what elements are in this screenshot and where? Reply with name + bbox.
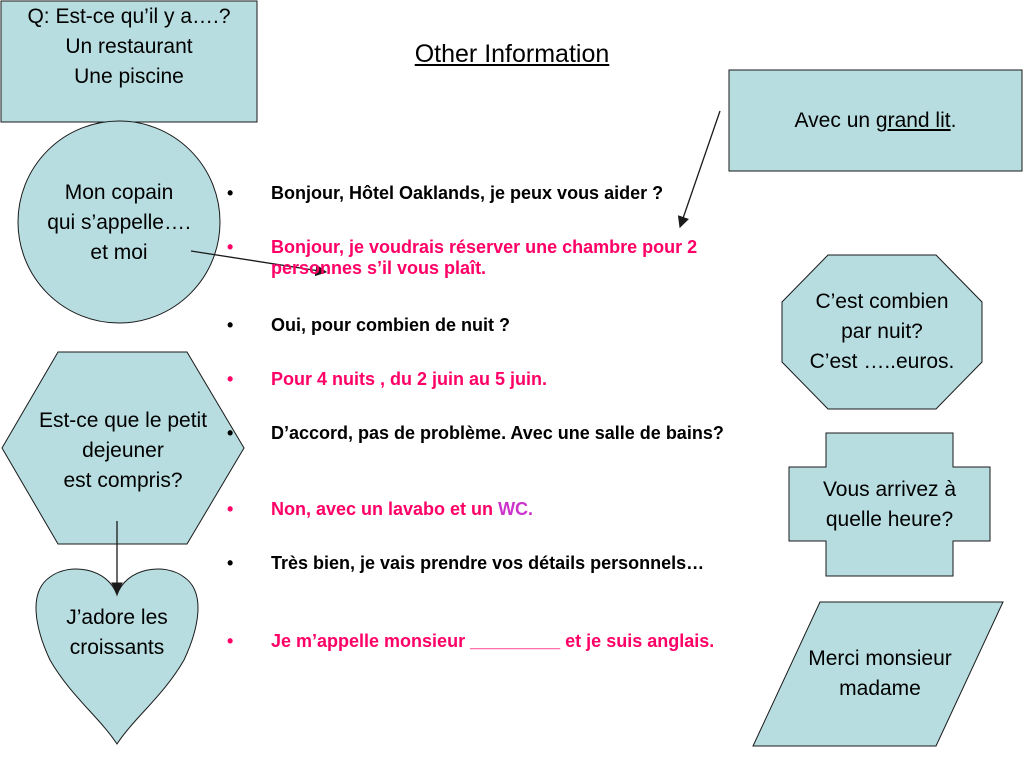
dialogue-item-3 [227,315,775,336]
octagon-line-2: par nuit? [841,320,923,343]
heart-text [20,603,214,663]
octagon-line-1: C’est combien [815,290,949,313]
top-left-line-3: Une piscine [74,65,184,88]
dialogue-text-main: Non, avec un lavabo et un [271,499,499,519]
top-left-line-2: Un restaurant [65,35,193,58]
dialogue-item-8 [227,631,775,652]
bullet-icon: • [227,423,234,443]
cross-line-2: quelle heure? [825,508,954,531]
parallelogram-line-1: Merci monsieur [808,647,952,670]
dialogue-item-4 [227,369,775,390]
bullet-icon: • [227,183,234,203]
dialogue-text [230,499,775,520]
arrow-to-grand-lit [680,111,720,227]
parallelogram-text [770,644,990,704]
grand-lit-underlined: grand lit [875,109,951,132]
parallelogram-line-2: madame [839,677,921,700]
bullet-icon: • [227,499,234,519]
bullet-icon: • [227,237,234,257]
dialogue-item-5 [227,423,775,444]
top-right-box-text [729,106,1022,136]
top-left-line-1: Q: Est-ce qu’il y a….? [27,5,231,28]
octagon-line-3: C’est …..euros. [809,350,955,373]
top-left-box-text [1,2,257,92]
cross-text [789,475,990,535]
bullet-icon: • [227,631,234,651]
dialogue-text: Bonjour, Hôtel Oaklands, je peux vous aider ? [271,183,664,203]
hexagon-text [2,406,244,496]
slide-title: Other Information [414,40,610,68]
grand-lit-suffix: . [950,109,957,132]
dialogue-item-2 [227,237,775,279]
circle-line-2: qui s’appelle…. [47,211,191,234]
heart-line-2: croissants [69,636,165,659]
dialogue-text: D’accord, pas de problème. Avec une salle de bains? [271,423,724,443]
heart-line-1: J’adore les [66,606,168,629]
dialogue-text: Oui, pour combien de nuit ? [271,315,510,335]
hexagon-line-1: Est-ce que le petit [38,409,208,432]
bullet-icon: • [227,315,234,335]
circle-line-1: Mon copain [64,181,174,204]
dialogue-text-wc: WC. [498,499,534,519]
circle-line-3: et moi [90,241,148,264]
grand-lit-prefix: Avec un [794,109,876,132]
bullet-icon: • [227,369,234,389]
dialogue-item-6 [227,499,775,520]
dialogue-item-7 [227,553,775,574]
hexagon-line-3: est compris? [63,469,183,492]
dialogue-text: Très bien, je vais prendre vos détails personnels… [271,553,705,573]
hexagon-line-2: dejeuner [82,439,164,462]
octagon-text [782,287,982,377]
dialogue-item-1 [227,183,775,204]
bullet-icon: • [227,553,234,573]
cross-line-1: Vous arrivez à [822,478,957,501]
dialogue-text: Je m’appelle monsieur _________ et je suis anglais. [271,631,715,651]
dialogue-text: Bonjour, je voudrais réserver une chambre pour 2 personnes s’il vous plaît. [271,237,698,278]
circle-text [18,178,220,268]
dialogue-text: Pour 4 nuits , du 2 juin au 5 juin. [271,369,548,389]
